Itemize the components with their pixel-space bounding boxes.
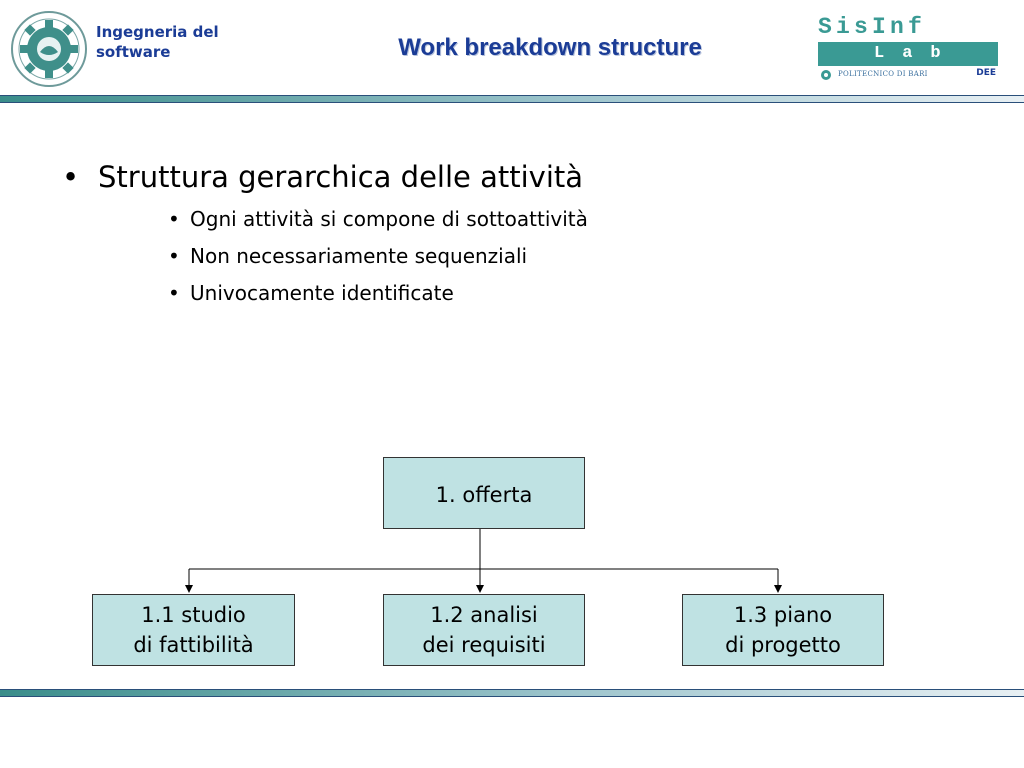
slide-title: Work breakdown structure xyxy=(398,34,702,61)
main-bullet-text: Struttura gerarchica delle attività xyxy=(98,160,584,194)
lab-logo-band: Lab xyxy=(818,42,998,66)
bullet-dot: • xyxy=(168,244,180,268)
course-title-line2: software xyxy=(96,43,171,61)
wbs-node-label-line2: dei requisiti xyxy=(422,633,546,657)
wbs-root-node xyxy=(383,457,585,529)
wbs-node-label-line2: di fattibilità xyxy=(133,633,254,657)
wbs-node-1-3 xyxy=(682,594,884,666)
sub-bullet xyxy=(168,207,588,231)
wbs-node-label-line1: 1.1 studio xyxy=(141,603,246,627)
wbs-root-label: 1. offerta xyxy=(435,483,533,507)
politecnico-logo xyxy=(818,69,998,83)
bullet-dot: • xyxy=(62,160,80,194)
footer-divider xyxy=(0,689,1024,697)
wbs-node-1-1 xyxy=(92,594,295,666)
main-bullet xyxy=(62,160,583,194)
wbs-node-label-line1: 1.2 analisi xyxy=(430,603,538,627)
institution-name: POLITECNICO DI BARI xyxy=(838,70,928,78)
university-seal-logo xyxy=(10,10,88,88)
course-title-line1: Ingegneria del xyxy=(96,23,219,41)
bullet-dot: • xyxy=(168,207,180,231)
sub-bullet xyxy=(168,244,527,268)
course-title xyxy=(96,22,219,62)
wbs-node-label-line1: 1.3 piano xyxy=(733,603,833,627)
header-divider xyxy=(0,95,1024,103)
department-logo: DEE xyxy=(976,68,996,78)
sub-bullet-text: Non necessariamente sequenziali xyxy=(190,244,528,268)
sisinf-logo-text: SisInf xyxy=(818,14,927,40)
sub-bullet xyxy=(168,281,454,305)
bullet-dot: • xyxy=(168,281,180,305)
gear-icon xyxy=(820,69,832,81)
wbs-node-1-2 xyxy=(383,594,585,666)
sub-bullet-text: Univocamente identificate xyxy=(190,281,454,305)
sub-bullet-text: Ogni attività si compone di sottoattività xyxy=(190,207,588,231)
wbs-node-label-line2: di progetto xyxy=(725,633,841,657)
